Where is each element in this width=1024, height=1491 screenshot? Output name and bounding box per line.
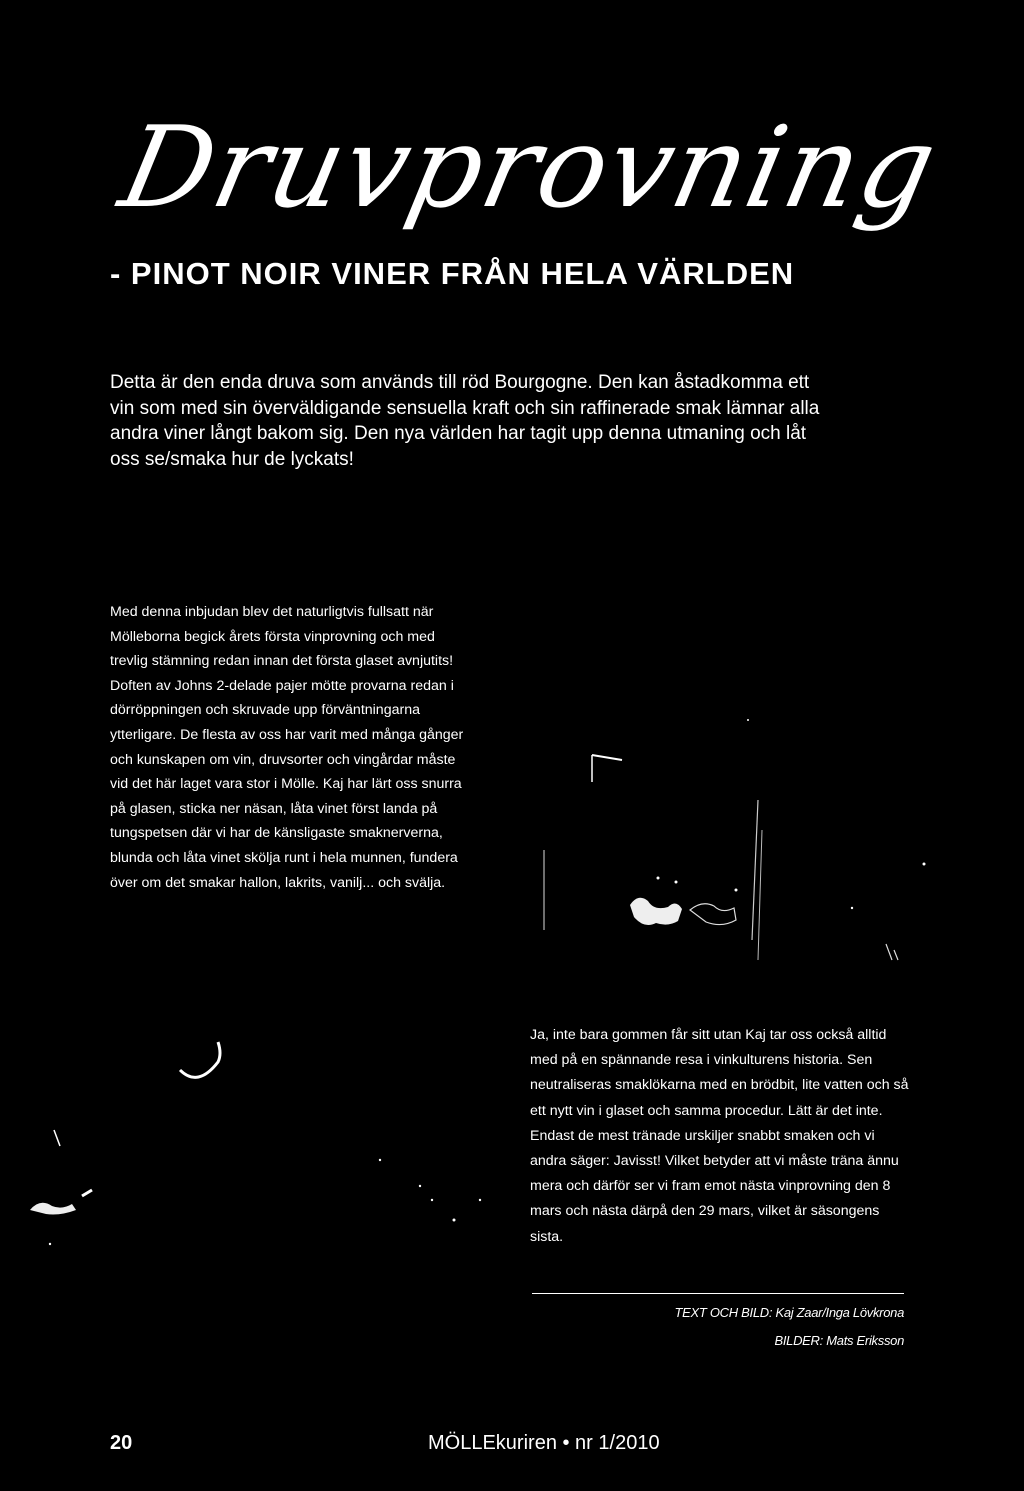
- article-subtitle: - PINOT NOIR VINER FRÅN HELA VÄRLDEN: [110, 256, 795, 291]
- photo-wine-tasting-bottom: [20, 1030, 520, 1280]
- article-intro: Detta är den enda druva som används till röd Bourgogne. Den kan åstadkomma ett vin som med sin överväldigande sensuella kraft och sin raffinerade smak lämnar alla andra viner långt bakom sig. Den nya världen har tagit upp denna utmaning och låt oss se/smaka hur de lyckats!: [110, 372, 820, 470]
- publication-issue: MÖLLEkuriren • nr 1/2010: [428, 1432, 660, 1454]
- photo-wine-tasting-top: [530, 700, 970, 1000]
- credit-photos: BILDER: Mats Eriksson: [774, 1333, 904, 1348]
- page-number: 20: [110, 1432, 133, 1454]
- body-text-left: Med denna inbjudan blev det naturligtvis fullsatt när Mölleborna begick årets första vinprovning och med trevlig stämning redan innan det första glaset avnjutits! Doften av Johns 2-delade pajer mötte provarna redan i dörröppningen och skruvade upp förväntningarna ytterligare. De flesta av oss har varit med många gånger och kunskapen om vin, druvsorter och vingårdar måste vid det här laget vara stor i Mölle. Kaj har lärt oss snurra på glasen, sticka ner näsan, låta vinet först landa på tungspetsen där vi har de känsligaste smaknerverna, blunda och låta vinet skölja runt i hela munnen, fundera över om det smakar hallon, lakrits, vanilj... och svälja.: [110, 604, 464, 891]
- credit-text-photo: TEXT OCH BILD: Kaj Zaar/Inga Lövkrona: [674, 1305, 904, 1320]
- body-text-right: Ja, inte bara gommen får sitt utan Kaj tar oss också alltid med på en spännande resa i vinkulturens historia. Sen neutraliseras smaklökarna med en brödbit, lite vatten och så ett nytt vin i glaset och samma procedur. Lätt är det inte. Endast de mest tränade urskiljer snabbt smaken och vi andra säger: Javisst! Vilket betyder att vi måste träna ännu mera och därför ser vi fram emot nästa vinprovning den 8 mars och nästa därpå den 29 mars, vilket är säsongens sista.: [530, 1027, 909, 1245]
- article-title: Druvprovning: [110, 103, 949, 233]
- credit-divider: [532, 1293, 904, 1294]
